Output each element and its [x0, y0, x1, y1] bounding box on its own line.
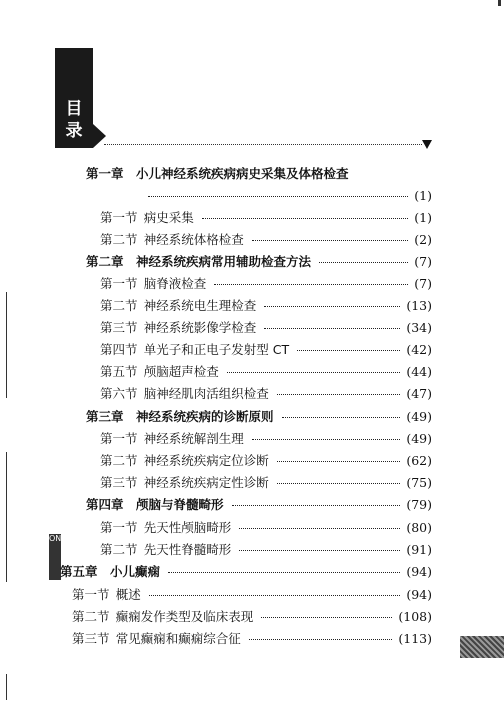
toc-entry-number: 第二节 — [100, 453, 138, 468]
toc-entry-title: 颅脑与脊髓畸形 — [136, 497, 224, 512]
toc-entry-label — [100, 475, 269, 491]
toc-entry-label — [72, 631, 241, 647]
toc-page-number: (13) — [406, 298, 432, 313]
toc-leader-dots — [227, 372, 401, 373]
toc-leader-dots — [252, 240, 409, 241]
toc-page-number: (79) — [406, 497, 432, 512]
heading-char-2: 录 — [65, 121, 83, 141]
toc-entry-label — [100, 210, 194, 226]
toc-section-row[interactable] — [100, 475, 432, 491]
toc-chapter-row[interactable] — [60, 564, 432, 580]
toc-entry-title: 小儿癫痫 — [110, 564, 161, 579]
toc-leader-dots — [202, 218, 409, 219]
toc-page-number: (49) — [406, 409, 432, 424]
toc-entry-label — [100, 320, 256, 336]
toc-leader-dots — [264, 328, 400, 329]
toc-entry-number: 第二节 — [100, 232, 138, 247]
toc-entry-number: 第三节 — [100, 320, 138, 335]
heading-title — [63, 98, 85, 142]
toc-leader-dots — [277, 483, 401, 484]
toc-entry-number: 第二节 — [100, 298, 138, 313]
toc-section-row[interactable] — [100, 453, 432, 469]
toc-entry-label — [100, 520, 231, 536]
toc-page-number: (2) — [414, 232, 432, 247]
toc-entry-title: 神经系统疾病的诊断原则 — [136, 409, 274, 424]
toc-entry-label — [100, 431, 244, 447]
toc-entry-title: 神经系统电生理检查 — [143, 298, 257, 313]
toc-page-number: (47) — [406, 386, 432, 401]
toc-section-row[interactable] — [100, 431, 432, 447]
toc-leader-dots — [168, 572, 400, 573]
toc-entry-label — [100, 298, 256, 314]
toc-entry-number: 第二节 — [100, 542, 138, 557]
toc-entry-title: 神经系统影像学检查 — [143, 320, 257, 335]
toc-leader-dots — [261, 617, 392, 618]
left-edge-line-bottom — [6, 674, 7, 700]
heading-char-1: 目 — [65, 99, 83, 119]
toc-entry-label — [72, 587, 141, 603]
toc-section-row[interactable] — [100, 298, 432, 314]
toc-section-row[interactable] — [100, 342, 432, 358]
toc-entry-label — [60, 564, 160, 580]
toc-entry-number: 第一节 — [100, 276, 138, 291]
top-right-mark — [498, 0, 501, 6]
toc-leader-dots — [264, 306, 400, 307]
toc-entry-label — [100, 232, 244, 248]
toc-entry-number: 第一章 — [86, 166, 124, 181]
toc-page-number: (113) — [398, 631, 432, 646]
toc-entry-number: 第三节 — [72, 631, 110, 646]
toc-page-number: (44) — [406, 364, 432, 379]
toc-entry-title: 脑神经肌肉活组织检查 — [143, 386, 269, 401]
toc-section-row[interactable] — [100, 364, 432, 380]
toc-entry-number: 第五章 — [60, 564, 98, 579]
toc-entry-title: 先天性脊髓畸形 — [143, 542, 232, 557]
toc-page-number: (7) — [414, 276, 432, 291]
toc-entry-number: 第二节 — [72, 609, 110, 624]
toc-section-row[interactable] — [72, 609, 432, 625]
toc-entry-number: 第六节 — [100, 386, 138, 401]
toc-page-number: (108) — [398, 609, 432, 624]
toc-leader-dots — [277, 394, 401, 395]
toc-leader-dots — [277, 461, 401, 462]
toc-section-row[interactable] — [100, 210, 432, 226]
toc-entry-title: 单光子和正电子发射型 CT — [143, 342, 290, 357]
toc-entry-label — [72, 609, 253, 625]
toc-entry-label — [100, 542, 231, 558]
toc-page-number: (49) — [406, 431, 432, 446]
toc-entry-number: 第五节 — [100, 364, 138, 379]
toc-entry-number: 第二章 — [86, 254, 124, 269]
toc-entry-title: 神经系统疾病定性诊断 — [143, 475, 269, 490]
toc-entry-label — [100, 276, 206, 292]
toc-page-number: (42) — [406, 342, 432, 357]
toc-leader-dots — [249, 639, 393, 640]
toc-section-row[interactable] — [72, 631, 432, 647]
toc-page-number: (75) — [406, 475, 432, 490]
toc-entry-number: 第四节 — [100, 342, 138, 357]
toc-leader-dots — [239, 528, 400, 529]
toc-chapter-row[interactable] — [86, 166, 432, 182]
toc-section-row[interactable] — [100, 276, 432, 292]
toc-section-row[interactable] — [72, 587, 432, 603]
toc-entry-label — [100, 386, 269, 402]
toc-entry-title: 颅脑超声检查 — [143, 364, 219, 379]
header-rule-arrow — [422, 140, 432, 149]
toc-page-number: (80) — [406, 520, 432, 535]
toc-leader-dots — [148, 196, 408, 197]
toc-entry-title: 小儿神经系统疾病病史采集及体格检查 — [136, 166, 349, 181]
toc-entry-title: 病史采集 — [143, 210, 194, 225]
toc-section-row[interactable] — [100, 520, 432, 536]
toc-leader-dots — [239, 550, 400, 551]
toc-entry-number: 第一节 — [72, 587, 110, 602]
toc-leader-dots — [297, 350, 400, 351]
toc-page-number: (34) — [406, 320, 432, 335]
toc-chapter-row[interactable] — [86, 409, 432, 425]
toc-leader-dots — [149, 595, 401, 596]
scan-speckle — [460, 636, 504, 658]
header-dotted-rule — [104, 144, 422, 145]
toc-continuation-row[interactable] — [140, 188, 432, 204]
toc-entry-label — [86, 497, 224, 513]
side-stamp-text: ONCO — [49, 534, 74, 543]
toc-section-row[interactable] — [100, 542, 432, 558]
toc-page-number: (1) — [414, 210, 432, 225]
toc-leader-dots — [319, 262, 408, 263]
toc-entry-title: 神经系统解剖生理 — [143, 431, 244, 446]
toc-entry-label — [86, 254, 311, 270]
left-edge-line — [6, 292, 7, 398]
toc-page-number: (94) — [406, 564, 432, 579]
toc-page-number: (7) — [414, 254, 432, 269]
toc-entry-label — [100, 453, 269, 469]
toc-entry-label — [86, 409, 274, 425]
toc-section-row[interactable] — [100, 232, 432, 248]
toc-entry-title: 常见癫痫和癫痫综合征 — [115, 631, 241, 646]
toc-page-number: (62) — [406, 453, 432, 468]
toc-entry-title: 神经系统疾病常用辅助检查方法 — [136, 254, 312, 269]
toc-entry-number: 第一节 — [100, 520, 138, 535]
toc-leader-dots — [252, 439, 401, 440]
toc-entry-title: 神经系统体格检查 — [143, 232, 244, 247]
toc-page-number: (1) — [414, 188, 432, 203]
toc-entry-number: 第一节 — [100, 210, 138, 225]
toc-entry-title: 脑脊液检查 — [143, 276, 207, 291]
toc-leader-dots — [282, 417, 401, 418]
toc-entry-title: 先天性颅脑畸形 — [143, 520, 232, 535]
toc-section-row[interactable] — [100, 320, 432, 336]
toc-entry-number: 第三章 — [86, 409, 124, 424]
toc-entry-number: 第四章 — [86, 497, 124, 512]
toc-leader-dots — [214, 284, 408, 285]
toc-entry-title: 癫痫发作类型及临床表现 — [115, 609, 254, 624]
toc-entry-label — [100, 342, 289, 358]
toc-entry-label — [86, 166, 349, 182]
toc-page-number: (94) — [406, 587, 432, 602]
toc-page-number: (91) — [406, 542, 432, 557]
toc-chapter-row[interactable] — [86, 497, 432, 513]
toc-section-row[interactable] — [100, 386, 432, 402]
toc-chapter-row[interactable] — [86, 254, 432, 270]
toc-entry-number: 第三节 — [100, 475, 138, 490]
toc-entry-title: 概述 — [115, 587, 141, 602]
toc-entry-number: 第一节 — [100, 431, 138, 446]
left-edge-line-lower — [6, 452, 7, 582]
toc-entry-label — [100, 364, 219, 380]
toc-leader-dots — [232, 505, 401, 506]
toc-entry-title: 神经系统疾病定位诊断 — [143, 453, 269, 468]
